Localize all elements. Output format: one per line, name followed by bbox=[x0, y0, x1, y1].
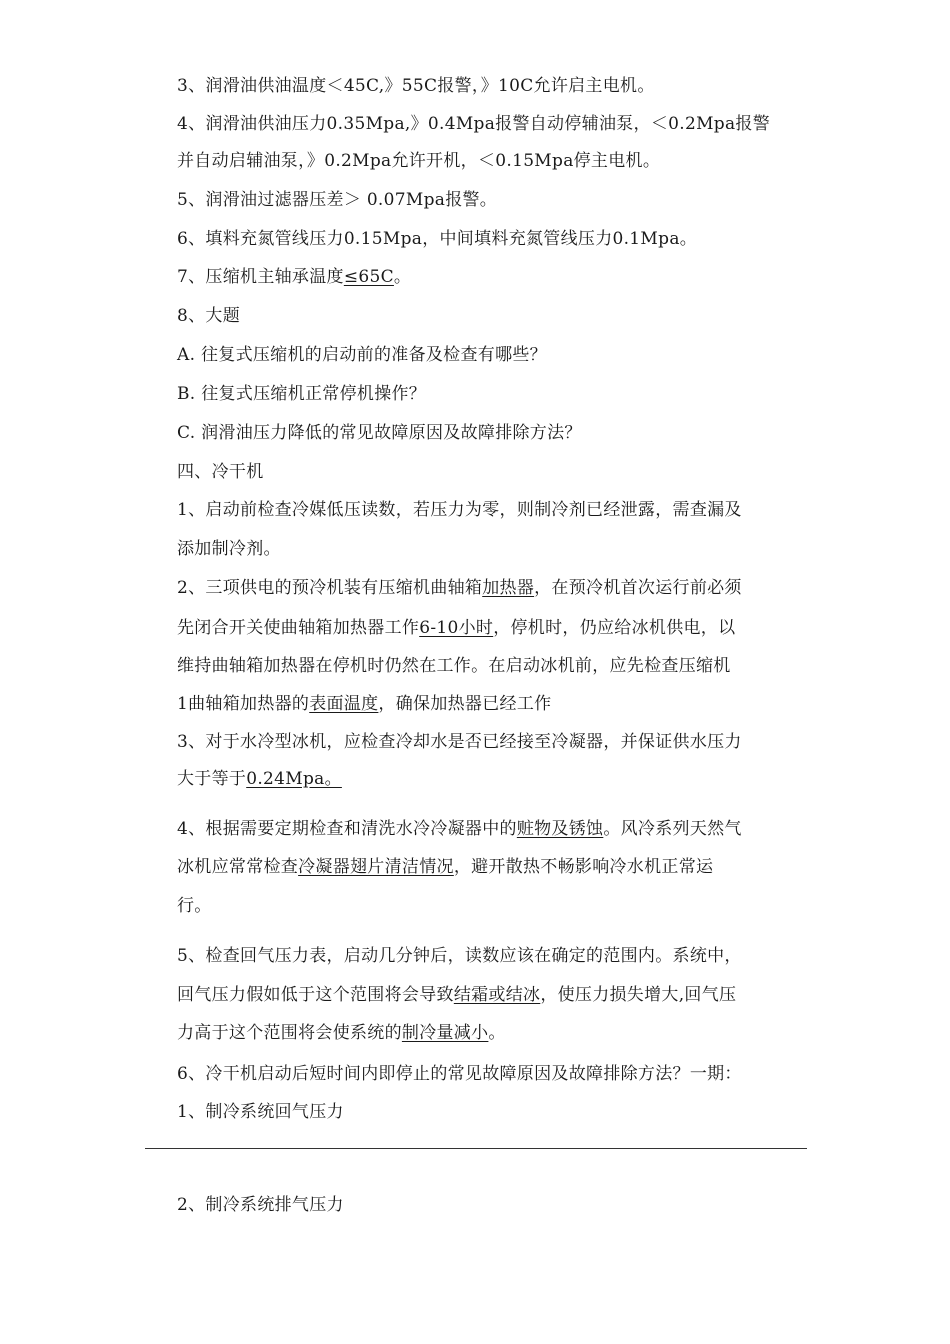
text-line: C. 润滑油压力降低的常见故障原因及故障排除方法？ bbox=[177, 423, 582, 443]
text-span: ，停机时，仍应给冰机供电，以 bbox=[493, 618, 736, 638]
text-span: ，避开散热不畅影响冷水机正常运 bbox=[453, 857, 714, 877]
text-line: 3、润滑油供油温度＜45C,》55C报警，》10C允许启主电机。 bbox=[177, 76, 655, 96]
underlined-text: 加热器 bbox=[482, 578, 535, 598]
text-line bbox=[177, 617, 735, 639]
underlined-text: 0.24Mpa。 bbox=[246, 769, 342, 789]
text-line bbox=[177, 856, 713, 878]
text-span: 4、根据需要定期检查和清洗水冷冷凝器中的 bbox=[177, 819, 517, 839]
text-span: ，使压力损失增大,回气压 bbox=[540, 985, 737, 1005]
underlined-text: 6-10小时 bbox=[419, 618, 494, 638]
text-line: 6、填料充氮管线压力0.15Mpa，中间填料充氮管线压力0.1Mpa。 bbox=[177, 229, 698, 249]
text-span: ，在预冷机首次运行前必须 bbox=[534, 578, 742, 598]
text-line: 维持曲轴箱加热器在停机时仍然在工作。在启动冰机前，应先检查压缩机 bbox=[177, 656, 731, 676]
text-line: 添加制冷剂。 bbox=[177, 539, 281, 559]
text-line: 行。 bbox=[177, 896, 212, 916]
text-span: 冰机应常常检查 bbox=[177, 857, 299, 877]
underlined-text: 结霜或结冰 bbox=[453, 985, 541, 1005]
text-line: 4、润滑油供油压力0.35Mpa,》0.4Mpa报警自动停辅油泵，＜0.2Mpa报警 bbox=[177, 114, 771, 134]
text-span: ，确保加热器已经工作 bbox=[378, 694, 552, 714]
underlined-text: 冷凝器翅片清洁情况 bbox=[298, 857, 454, 877]
text-line bbox=[177, 693, 551, 715]
section-heading: 四、冷干机 bbox=[177, 462, 264, 482]
underlined-text: 制冷量减小 bbox=[401, 1023, 489, 1043]
text-line: 3、对于水冷型冰机，应检查冷却水是否已经接至冷凝器，并保证供水压力 bbox=[177, 732, 742, 752]
underlined-text: ≤65C bbox=[343, 267, 394, 287]
text-span: 大于等于 bbox=[177, 769, 247, 789]
text-line: 并自动启辅油泵，》0.2Mpa允许开机，＜0.15Mpa停主电机。 bbox=[177, 151, 661, 171]
text-span: 7、压缩机主轴承温度 bbox=[177, 267, 344, 287]
text-line bbox=[177, 768, 342, 790]
page-divider bbox=[145, 1148, 807, 1149]
text-line bbox=[177, 266, 411, 288]
text-line bbox=[177, 984, 736, 1006]
text-line: A. 往复式压缩机的启动前的准备及检查有哪些？ bbox=[177, 345, 547, 365]
text-line: 5、检查回气压力表，启动几分钟后，读数应该在确定的范围内。系统中， bbox=[177, 946, 742, 966]
text-line: 5、润滑油过滤器压差＞ 0.07Mpa报警。 bbox=[177, 190, 498, 210]
text-span: 2、三项供电的预冷机装有压缩机曲轴箱 bbox=[177, 578, 483, 598]
text-line bbox=[177, 818, 742, 840]
text-span: 。 bbox=[488, 1023, 506, 1043]
text-line: 1、启动前检查冷媒低压读数，若压力为零，则制冷剂已经泄露，需查漏及 bbox=[177, 500, 742, 520]
underlined-text: 表面温度 bbox=[309, 694, 379, 714]
text-line: B. 往复式压缩机正常停机操作？ bbox=[177, 384, 427, 404]
text-span: 回气压力假如低于这个范围将会导致 bbox=[177, 985, 454, 1005]
text-span: 。 bbox=[393, 267, 412, 287]
text-span: 。风冷系列天然气 bbox=[603, 819, 742, 839]
underlined-text: 赃物及锈蚀 bbox=[516, 819, 604, 839]
text-span: 1曲轴箱加热器的 bbox=[177, 694, 310, 714]
text-line bbox=[177, 1022, 506, 1044]
text-line: 8、大题 bbox=[177, 306, 241, 326]
text-line bbox=[177, 577, 742, 599]
text-span: 先闭合开关使曲轴箱加热器工作 bbox=[177, 618, 420, 638]
text-line: 2、制冷系统排气压力 bbox=[177, 1195, 344, 1215]
text-line: 6、冷干机启动后短时间内即停止的常见故障原因及故障排除方法？一期： bbox=[177, 1064, 742, 1084]
text-span: 力高于这个范围将会使系统的 bbox=[177, 1023, 402, 1043]
text-line: 1、制冷系统回气压力 bbox=[177, 1102, 344, 1122]
